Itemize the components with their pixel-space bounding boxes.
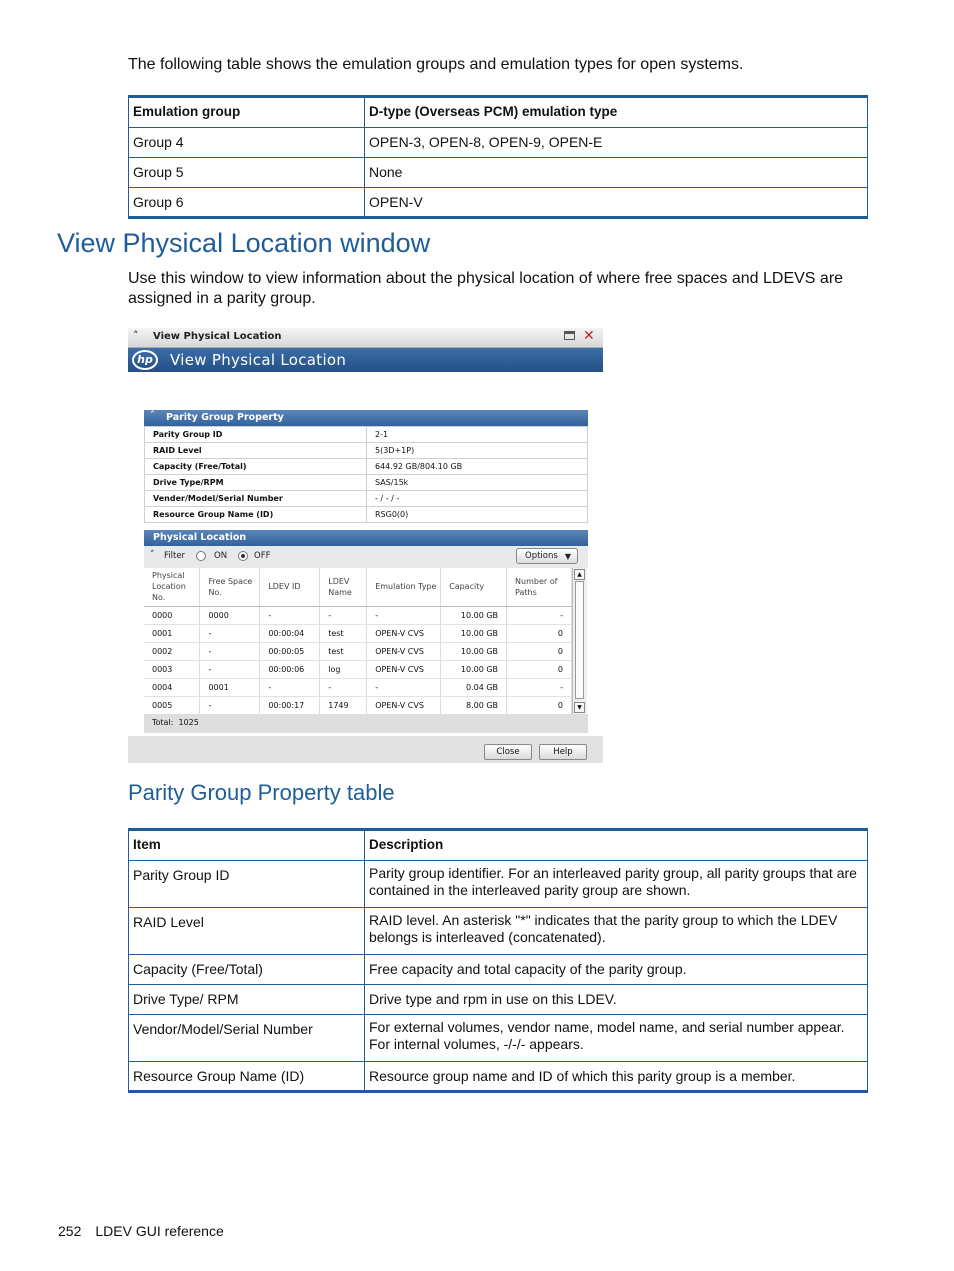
table-cell: 10.00 GB [441,660,507,678]
page-number: 252 [58,1223,82,1239]
parity-group-property-header[interactable] [144,410,588,426]
table-cell: 0 [507,624,572,642]
scroll-thumb[interactable] [575,581,584,699]
column-header[interactable]: Number of Paths [507,568,572,606]
column-header[interactable]: Capacity [441,568,507,606]
section-title: View Physical Location window [57,228,431,258]
filter-off-label: OFF [254,551,271,561]
table-cell: - [200,660,260,678]
dropdown-arrow-icon: ▼ [564,552,571,561]
filter-on-label: ON [214,551,228,561]
table-cell: For external volumes, vendor name, model name, and serial number appear. For internal volumes, -/-/- appears. [365,1015,868,1062]
table-cell: 0.04 GB [441,678,507,696]
physical-location-header [144,530,588,546]
filter-chevron-icon[interactable]: ˄ [150,550,155,560]
physical-location-grid [144,568,588,714]
table-cell: 0002 [144,642,200,660]
window-header [128,348,603,372]
table-cell: Capacity (Free/Total) [129,955,365,985]
table-row[interactable] [144,660,572,678]
table-row[interactable] [144,696,572,714]
table-row [129,985,868,1015]
filter-off-radio[interactable] [238,551,248,561]
table-cell: Resource Group Name (ID) [129,1062,365,1092]
property-row [145,491,588,507]
table-cell: Group 6 [129,188,365,218]
options-button[interactable] [516,548,578,564]
table-cell: 0001 [144,624,200,642]
column-header[interactable]: Emulation Type [367,568,441,606]
property-key: RAID Level [145,443,367,459]
table-row [129,1062,868,1092]
emulation-table [128,95,868,219]
property-value: SAS/15k [367,475,588,491]
table-cell: OPEN-V CVS [367,642,441,660]
column-header[interactable]: LDEV Name [320,568,367,606]
total-bar [144,714,588,733]
table-cell: 0 [507,642,572,660]
table-cell: - [320,678,367,696]
window-title: View Physical Location [153,331,282,342]
window-titlebar[interactable] [128,328,603,348]
table-cell: 10.00 GB [441,624,507,642]
parity-group-property-table [144,426,588,523]
table-cell: - [367,606,441,624]
table-row [129,861,868,908]
table-cell: - [507,678,572,696]
table-cell: 00:00:06 [260,660,320,678]
column-header[interactable]: Physical Location No. [144,568,200,606]
table-cell: Parity Group ID [129,861,365,908]
help-button[interactable]: Help [539,744,587,760]
options-label: Options [525,551,558,561]
table-row [129,955,868,985]
property-key: Vender/Model/Serial Number [145,491,367,507]
parity-group-property-description-table [128,828,868,1093]
property-row [145,507,588,523]
table-cell: 10.00 GB [441,642,507,660]
table-cell: 0000 [200,606,260,624]
filter-on-radio[interactable] [196,551,206,561]
property-row [145,443,588,459]
collapse-chevron-icon[interactable]: ˄ [150,410,155,421]
view-physical-location-window [128,328,603,763]
column-header: D-type (Overseas PCM) emulation type [365,97,868,128]
total-label: Total: [152,718,174,727]
close-button[interactable]: Close [484,744,532,760]
footer-section: LDEV GUI reference [95,1223,224,1239]
table-row[interactable] [144,678,572,696]
table-cell: Resource group name and ID of which this parity group is a member. [365,1062,868,1092]
table-cell: 8.00 GB [441,696,507,714]
collapse-chevron-icon[interactable]: ˄ [133,329,139,342]
filter-label: Filter [164,551,186,561]
property-value: 644.92 GB/804.10 GB [367,459,588,475]
table-cell: 00:00:05 [260,642,320,660]
property-row [145,475,588,491]
property-value: 2-1 [367,427,588,443]
window-header-title: View Physical Location [170,351,347,369]
column-header: Description [365,830,868,861]
total-value: 1025 [178,718,199,727]
table-cell: test [320,642,367,660]
table-cell: OPEN-V CVS [367,696,441,714]
table-row[interactable] [144,606,572,624]
property-value: - / - / - [367,491,588,507]
window-footer [128,736,603,763]
table-cell: 0003 [144,660,200,678]
table-cell: Drive Type/ RPM [129,985,365,1015]
table-cell: 00:00:04 [260,624,320,642]
table-cell: OPEN-V [365,188,868,218]
table-cell: None [365,158,868,188]
table-cell: 0004 [144,678,200,696]
table-row [129,188,868,218]
table-row[interactable] [144,642,572,660]
table-row [129,1015,868,1062]
table-cell: OPEN-V CVS [367,660,441,678]
property-value: 5(3D+1P) [367,443,588,459]
table-cell: Free capacity and total capacity of the parity group. [365,955,868,985]
table-cell: RAID Level [129,908,365,955]
table-row [129,908,868,955]
subsection-title: Parity Group Property table [128,780,395,805]
scroll-up-icon[interactable]: ▲ [574,569,585,580]
intro-text: The following table shows the emulation groups and emulation types for open systems. [128,56,744,73]
table-cell: - [367,678,441,696]
table-cell: Drive type and rpm in use on this LDEV. [365,985,868,1015]
property-row [145,459,588,475]
table-cell: 00:00:17 [260,696,320,714]
property-key: Parity Group ID [145,427,367,443]
panel-title: Parity Group Property [166,412,284,423]
table-cell: Group 4 [129,128,365,158]
table-cell: - [507,606,572,624]
close-icon[interactable]: ✕ [583,328,595,344]
property-row [145,427,588,443]
table-cell: RAID level. An asterisk "*" indicates that the parity group to which the LDEV belongs is interleaved (concatenated). [365,908,868,955]
table-cell: 0 [507,696,572,714]
table-cell: - [200,696,260,714]
table-cell: - [260,678,320,696]
table-cell: - [200,642,260,660]
total-count [152,718,199,727]
table-cell: 0005 [144,696,200,714]
physical-location-table [144,568,572,715]
hp-logo: hp [132,350,158,370]
table-cell: 0000 [144,606,200,624]
table-row [129,128,868,158]
filter-bar [144,546,588,568]
table-cell: log [320,660,367,678]
table-cell: - [320,606,367,624]
property-key: Resource Group Name (ID) [145,507,367,523]
table-cell: Parity group identifier. For an interleaved parity group, all parity groups that are contained in the interleaved parity group are shown. [365,861,868,908]
property-value: RSG0(0) [367,507,588,523]
column-header: Item [129,830,365,861]
section-description: Use this window to view information about the physical location of where free spaces and LDEVS are assigned in a parity group. [128,270,844,307]
panel-title: Physical Location [153,532,247,543]
page-footer [58,1223,224,1239]
table-cell: 1749 [320,696,367,714]
column-header[interactable]: Free Space No. [200,568,260,606]
column-header[interactable]: LDEV ID [260,568,320,606]
table-cell: Vendor/Model/Serial Number [129,1015,365,1062]
table-cell: 0001 [200,678,260,696]
vertical-scrollbar[interactable] [572,568,587,714]
table-cell: OPEN-3, OPEN-8, OPEN-9, OPEN-E [365,128,868,158]
table-cell: OPEN-V CVS [367,624,441,642]
property-key: Drive Type/RPM [145,475,367,491]
table-cell: 0 [507,660,572,678]
table-cell: test [320,624,367,642]
table-row [129,158,868,188]
scroll-down-icon[interactable]: ▼ [574,702,585,713]
column-header: Emulation group [129,97,365,128]
table-row[interactable] [144,624,572,642]
property-key: Capacity (Free/Total) [145,459,367,475]
table-cell: 10.00 GB [441,606,507,624]
table-cell: Group 5 [129,158,365,188]
table-cell: - [260,606,320,624]
table-cell: - [200,624,260,642]
maximize-icon[interactable] [564,331,575,340]
